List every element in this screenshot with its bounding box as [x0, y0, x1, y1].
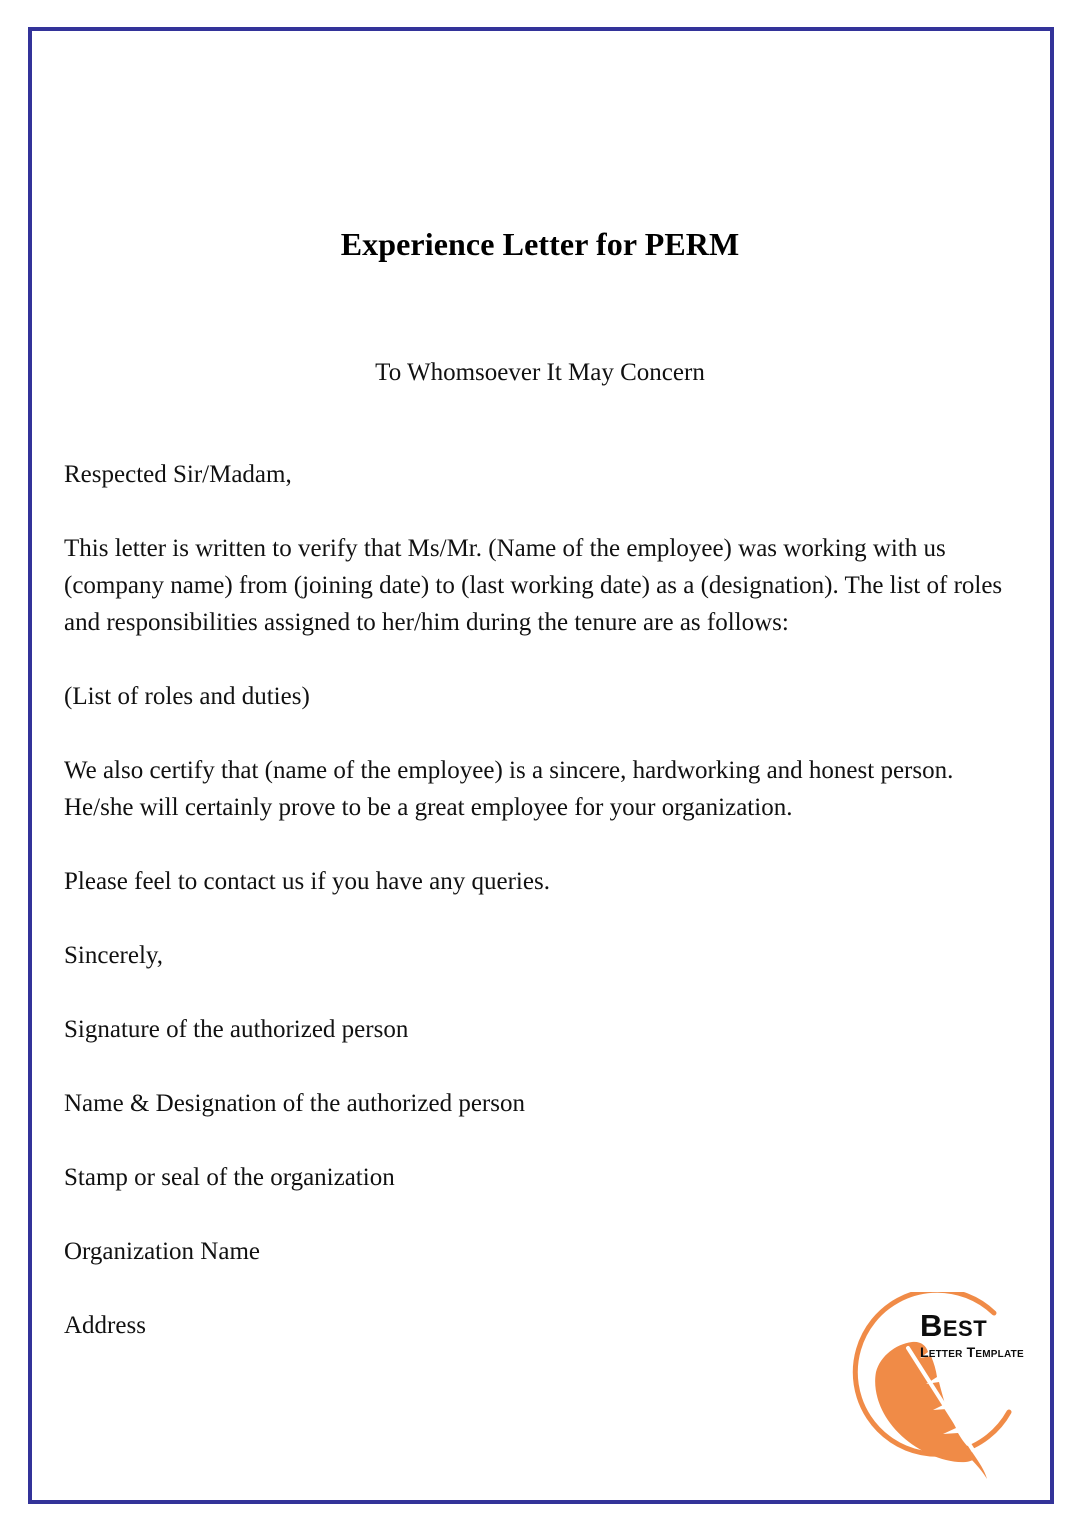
name-designation-line: Name & Designation of the authorized person	[64, 1090, 525, 1117]
logo-brand-name: Best	[920, 1308, 988, 1343]
organization-name-line: Organization Name	[64, 1238, 260, 1265]
stamp-seal-line: Stamp or seal of the organization	[64, 1164, 395, 1191]
paragraph-certification: We also certify that (name of the employee) is a sincere, hardworking and honest person. He/she will certainly prove to be a great employee for your organization.	[64, 757, 954, 821]
feather-quill-icon	[875, 1342, 987, 1479]
paragraph-contact: Please feel to contact us if you have any queries.	[64, 868, 550, 895]
paragraph-verification: This letter is written to verify that Ms/Mr. (Name of the employee) was working with us (company name) from (joining date) to (last working date) as a (designation). The list of roles and responsibilities assigned to her/him during the tenure are as follows:	[64, 535, 1003, 636]
paragraph-closing: Sincerely,	[64, 942, 164, 969]
paragraph-salutation: Respected Sir/Madam,	[64, 461, 292, 488]
brand-logo	[846, 1292, 1046, 1488]
page-title: Experience Letter for PERM	[340, 226, 740, 262]
letter-paragraphs	[64, 456, 1016, 1344]
signature-line: Signature of the authorized person	[64, 1016, 409, 1043]
logo-wordmark	[920, 1310, 1050, 1361]
address-line: Address	[64, 1312, 146, 1339]
paragraph-roles-list: (List of roles and duties)	[64, 683, 310, 710]
document-subtitle: To Whomsoever It May Concern	[375, 359, 705, 386]
logo-tagline: Letter Template	[920, 1344, 1024, 1360]
